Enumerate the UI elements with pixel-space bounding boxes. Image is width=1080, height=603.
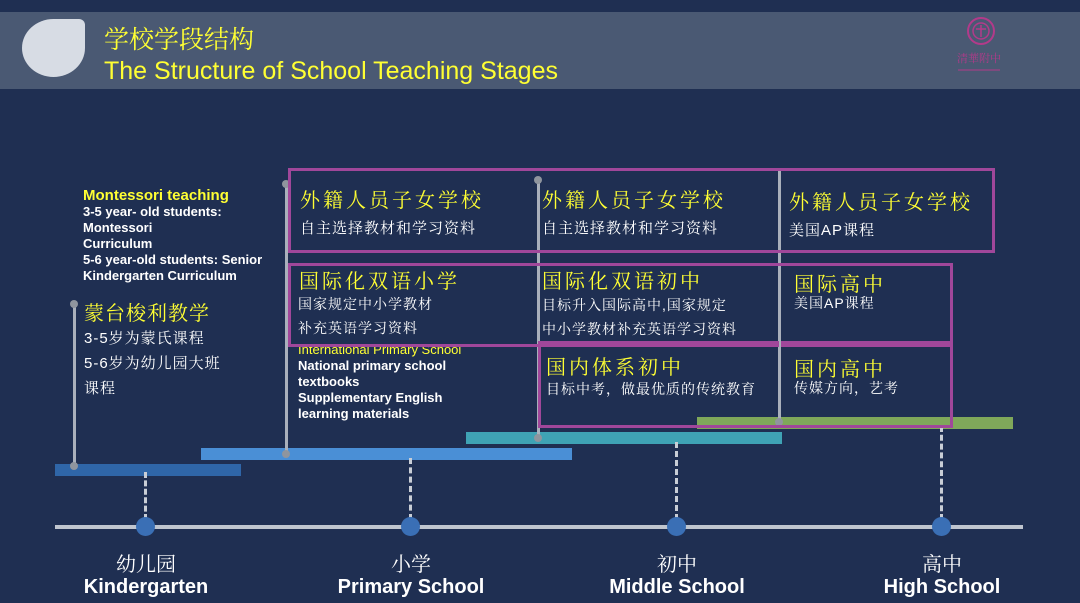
connector-dot xyxy=(534,434,542,442)
primary-note-line: learning materials xyxy=(298,406,410,421)
page-title-en: The Structure of School Teaching Stages xyxy=(104,57,558,85)
montessori-en-line: Montessori xyxy=(83,220,153,235)
montessori-en-line: Curriculum xyxy=(83,236,153,251)
montessori-zh-line: 3-5岁为蒙氏课程 xyxy=(84,330,205,347)
logo-text: 清華附中 xyxy=(957,52,1001,65)
domestic-middle-title: 国内体系初中 xyxy=(546,357,684,379)
divider-intl-high xyxy=(779,266,781,418)
stage-label-en: High School xyxy=(883,576,1001,598)
bar-middle xyxy=(466,432,782,444)
montessori-zh-line: 课程 xyxy=(84,380,117,397)
dash-kindergarten xyxy=(144,472,147,520)
divider-foreign-high xyxy=(779,171,781,247)
foreign-middle-desc: 自主选择教材和学习资料 xyxy=(542,220,719,237)
stage-label-zh: 小学 xyxy=(391,554,431,576)
foreign-primary-desc: 自主选择教材和学习资料 xyxy=(300,220,477,237)
stage-label-en: Kindergarten xyxy=(83,576,209,598)
domestic-high-title: 国内高中 xyxy=(794,359,886,381)
timeline-node-middle xyxy=(667,517,686,536)
intl-high-desc: 美国AP课程 xyxy=(794,295,875,311)
domestic-middle-desc: 目标中考，做最优质的传统教育 xyxy=(546,381,756,397)
montessori-note-en xyxy=(83,188,283,284)
montessori-en-line: 5-6 year-old students: Senior xyxy=(83,252,263,267)
montessori-en-line: Kindergarten Curriculum xyxy=(83,268,237,283)
intl-primary-title: 国际化双语小学 xyxy=(299,271,460,293)
intl-middle-title: 国际化双语初中 xyxy=(542,271,703,293)
intl-high-title: 国际高中 xyxy=(794,274,886,296)
timeline-node-kindergarten xyxy=(136,517,155,536)
dash-high xyxy=(940,426,943,520)
montessori-en-title: Montessori teaching xyxy=(83,187,229,204)
connector-montessori xyxy=(73,304,76,466)
bar-kindergarten xyxy=(55,464,241,476)
primary-note-line: textbooks xyxy=(298,374,360,389)
intl-primary-line: 国家规定中小学教材 xyxy=(298,296,433,312)
intl-middle-line: 目标升入国际高中,国家规定 xyxy=(542,297,727,313)
montessori-zh-title: 蒙台梭利教学 xyxy=(84,303,210,325)
leaf-logo-shape xyxy=(22,19,85,77)
primary-note-line: Supplementary English xyxy=(298,390,443,405)
page-title-zh: 学校学段结构 xyxy=(104,26,255,54)
foreign-high-title: 外籍人员子女学校 xyxy=(789,192,973,214)
montessori-en-line: 3-5 year- old students: xyxy=(83,204,222,219)
timeline-node-high xyxy=(932,517,951,536)
stage-label-zh: 初中 xyxy=(657,554,697,576)
foreign-primary-title: 外籍人员子女学校 xyxy=(300,190,484,212)
school-logo xyxy=(952,15,1006,83)
connector-dot xyxy=(70,462,78,470)
stage-label-zh: 高中 xyxy=(922,554,962,576)
foreign-middle-title: 外籍人员子女学校 xyxy=(542,190,726,212)
foreign-high-desc: 美国AP课程 xyxy=(789,222,876,239)
stage-label-zh: 幼儿园 xyxy=(116,554,176,576)
primary-note-title: International Primary School xyxy=(298,342,462,357)
intl-primary-line: 补充英语学习资料 xyxy=(298,320,418,336)
dash-middle xyxy=(675,442,678,520)
dash-primary xyxy=(409,458,412,520)
connector-dot xyxy=(282,450,290,458)
stage-label-en: Middle School xyxy=(609,576,745,598)
intl-middle-line: 中小学教材补充英语学习资料 xyxy=(542,321,737,337)
primary-note-en xyxy=(298,342,498,422)
timeline-node-primary xyxy=(401,517,420,536)
connector-dot xyxy=(70,300,78,308)
montessori-zh-line: 5-6岁为幼儿园大班 xyxy=(84,355,221,372)
timeline-axis xyxy=(55,525,1023,529)
stage-label-en: Primary School xyxy=(337,576,485,598)
primary-note-line: National primary school xyxy=(298,358,447,373)
bar-primary xyxy=(201,448,572,460)
domestic-high-desc: 传媒方向，艺考 xyxy=(794,380,899,396)
